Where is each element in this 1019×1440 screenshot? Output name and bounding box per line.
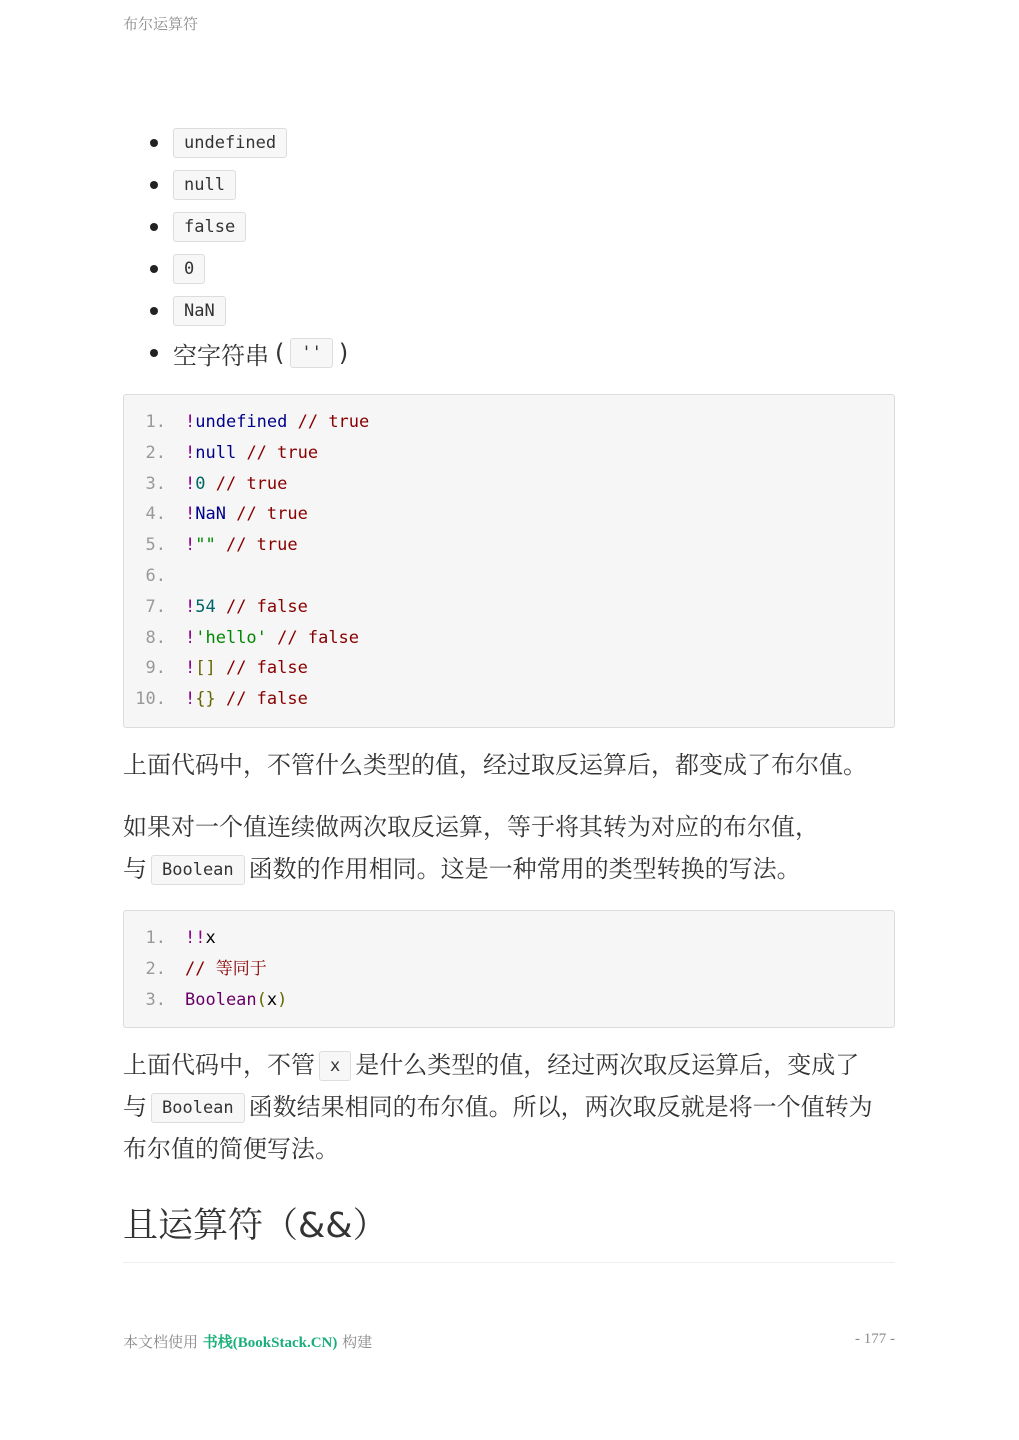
footer-prefix: 本文档使用 [123,1333,199,1351]
code-content [185,684,308,715]
code-line [124,561,894,592]
code-content [185,499,308,530]
code-token: ! [185,535,196,556]
line-number: 8. [145,627,166,648]
code-token: // false [215,689,308,710]
paren-open: ( [275,339,285,367]
code-token: ! [185,658,196,679]
code-line [124,985,894,1016]
code-token: // true [215,535,298,556]
code-token: ! [185,504,196,525]
inline-code: x [319,1051,351,1081]
footer-credit [123,1331,372,1352]
list-item [123,248,895,290]
code-token: // false [215,658,308,679]
code-content [185,954,267,985]
code-token: // true [236,442,319,463]
line-number: 1. [145,927,166,948]
code-token: ! [185,442,196,463]
running-header: 布尔运算符 [123,15,199,33]
inline-code: NaN [173,296,226,326]
code-token: [] [195,658,216,679]
line-number: 9. [145,658,166,679]
code-token: // true [205,473,288,494]
code-content [185,985,287,1016]
list-item [123,206,895,248]
empty-string-item [173,336,354,371]
paragraph: 上面代码中，不管什么类型的值，经过取反运算后，都变成了布尔值。 [123,750,867,779]
line-number: 3. [145,989,166,1010]
code-content [185,923,216,954]
line-number: 2. [145,442,166,463]
paragraph-text: 上面代码中，不管 [123,1051,315,1080]
line-number: 4. [145,504,166,525]
footer-brand-link[interactable]: 书栈(BookStack.CN) [202,1335,338,1351]
code-token: 'hello' [195,627,267,648]
code-line [124,592,894,623]
code-line [124,469,894,500]
section-heading: 且运算符（&&） [123,1198,895,1263]
list-item [123,332,895,374]
inline-code: 0 [173,254,205,284]
item-label: 空字符串 [173,341,269,370]
code-content [185,407,369,438]
paragraph [123,806,895,890]
line-number: 2. [145,958,166,979]
code-token: x [266,989,278,1010]
falsy-values-list [123,122,895,374]
inline-code: Boolean [151,1093,245,1123]
code-token: ! [185,689,196,710]
code-token: ! [185,473,196,494]
list-item [123,164,895,206]
code-line [124,653,894,684]
code-line [124,954,894,985]
list-item [123,122,895,164]
code-token: ! [185,596,196,617]
inline-code: '' [290,338,332,368]
code-content [185,653,308,684]
line-number: 6. [145,565,166,586]
code-line [124,684,894,715]
code-line [124,407,894,438]
paragraph-text: 布尔值的简便写法。 [123,1135,339,1164]
code-token: null [195,442,237,463]
code-token: 54 [195,596,216,617]
code-token: // true [287,412,370,432]
line-number: 3. [145,473,166,494]
paragraph-text: 函数的作用相同。这是一种常用的类型转换的写法。 [248,854,801,883]
code-line [124,499,894,530]
code-token: // false [266,627,360,648]
list-item [123,290,895,332]
code-token: ! [185,412,196,432]
line-number: 1. [145,412,166,432]
code-line [124,530,894,561]
code-token: !! [185,927,206,948]
code-token: "" [195,535,216,556]
line-number: 7. [145,596,166,617]
code-token: 0 [195,473,206,494]
code-content [185,438,318,469]
code-line [124,923,894,954]
page-number: - 177 - [855,1331,895,1347]
code-token: // 等同于 [185,958,267,979]
code-token: ! [185,627,196,648]
code-token: ) [277,989,288,1010]
code-line [124,438,894,469]
code-token: undefined [195,412,288,432]
footer-suffix: 构建 [342,1333,373,1351]
inline-code: undefined [173,128,287,158]
paragraph-text: 与 [123,854,147,883]
code-token: // false [215,596,308,617]
code-content [185,530,298,561]
code-content [185,623,359,654]
code-content [185,469,287,500]
code-block-negation [123,394,895,728]
code-token: ( [256,989,267,1010]
code-token: {} [195,689,216,710]
code-token: Boolean [185,989,257,1010]
line-number: 10. [135,689,166,710]
code-token: x [205,927,216,948]
paragraph [123,1044,895,1170]
paragraph-text: 如果对一个值连续做两次取反运算，等于将其转为对应的布尔值， [123,812,819,841]
paren-close: ) [338,339,349,367]
inline-code: false [173,212,246,242]
code-content [185,592,308,623]
code-line [124,623,894,654]
paragraph-text: 函数结果相同的布尔值。所以，两次取反就是将一个值转为 [248,1093,873,1122]
paragraph-text: 是什么类型的值，经过两次取反运算后，变成了 [355,1051,860,1080]
line-number: 5. [145,535,166,556]
paragraph-text: 与 [123,1093,147,1122]
inline-code: null [173,170,236,200]
code-block-double-negation [123,910,895,1028]
code-token: NaN [195,504,226,525]
inline-code: Boolean [151,855,245,885]
code-token: // true [225,504,308,525]
page-content [123,122,895,1263]
